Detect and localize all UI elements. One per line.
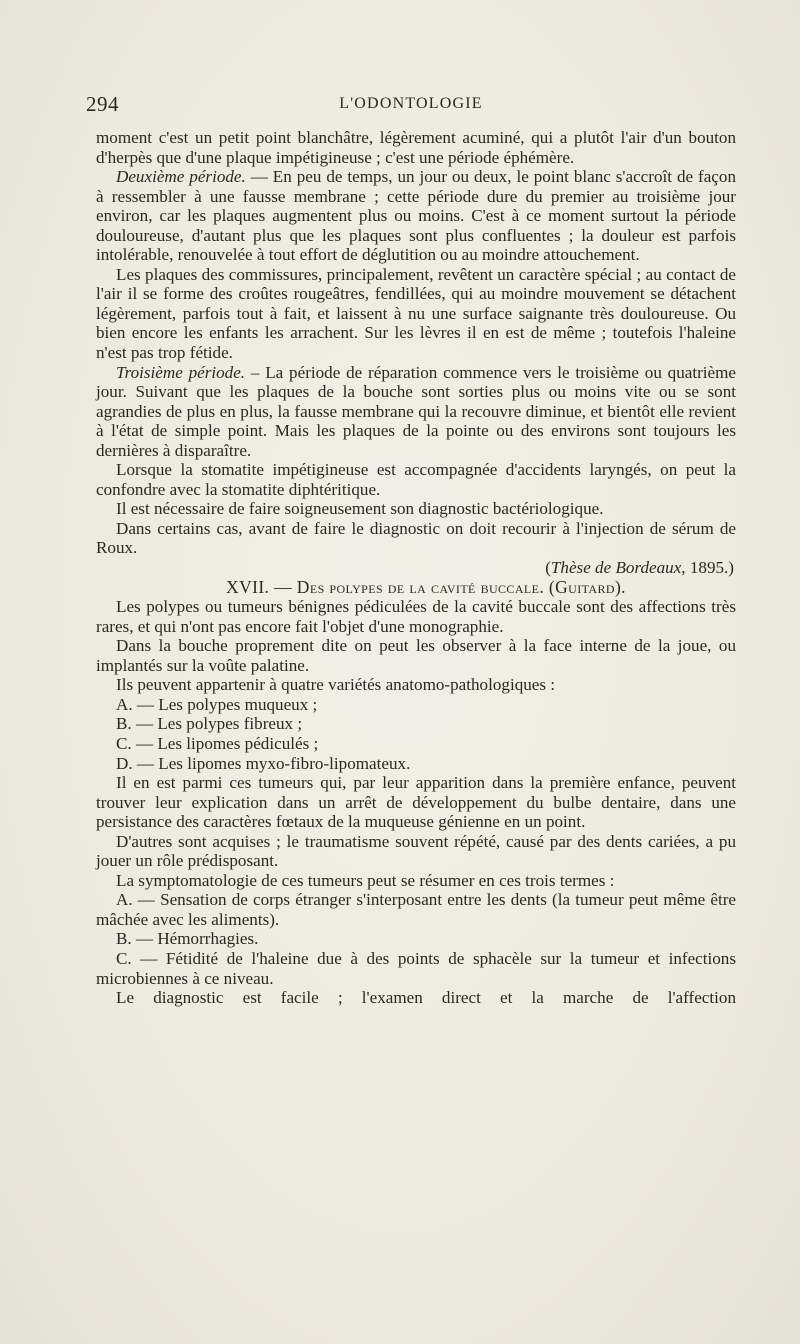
paragraph-text: — En peu de temps, un jour ou deux, le point blanc s'accroît de façon à ressembler à une fausse membrane ; cette période dure du premier au troisième jour environ, car les plaques augmentent plus ou moins. C'est à ce moment surtout la période douloureuse, d'autant plus que les plaques sont plus confluentes ; la douleur est parfois intolérable, renouvelée à tout effort de déglutition ou au moindre attouchement. [96, 167, 736, 265]
paragraph: moment c'est un petit point blanchâtre, légèrement acuminé, qui a plutôt l'air d'un bouton d'herpès que d'une plaque impétigineuse ; c'est une période éphémère. [96, 128, 736, 167]
period-label: Troisième période. [116, 362, 246, 382]
section-heading [96, 578, 736, 598]
citation-source: Thèse de Bordeaux [550, 558, 682, 578]
list-item: C. — Les lipomes pédiculés ; [116, 733, 319, 753]
citation: (Thèse de Bordeaux, 1895.) [545, 558, 734, 578]
list-item: C. — Fétidité de l'haleine due à des points de sphacèle sur la tumeur et infections microbiennes à ce niveau. [96, 948, 736, 988]
paragraph: Il est nécessaire de faire soigneusement son diagnostic bactériologique. [116, 499, 604, 519]
paragraph [96, 363, 736, 461]
paragraph: Les plaques des commissures, principalement, revêtent un caractère spécial ; au contact de l'air il se forme des croûtes rougeâtres, fendillées, qui au moindre mouvement se détachent légèrement, parfois tout à fait, et laissent à nu une surface saignante très douloureuse. Ou bien encore les enfants les arrachent. Sur les lèvres il en est de même ; toutefois l'haleine n'est pas trop fétide. [96, 264, 736, 363]
list-item: D. — Les lipomes myxo-fibro-lipomateux. [116, 753, 411, 773]
page-header [86, 92, 736, 116]
list-item: A. — Les polypes muqueux ; [116, 694, 318, 714]
paragraph-text: – La période de réparation commence vers le troisième ou quatrième jour. Suivant que les plaques de la bouche sont sorties plus ou moins vite ou se sont agrandies de plus en plus, la fausse membrane qui la recouvre diminue, et bientôt elle revient à l'état de simple point. Mais les plaques de la pointe ou des environs sont toujours les dernières à disparaître. [96, 362, 737, 460]
paragraph: Les polypes ou tumeurs bénignes pédiculées de la cavité buccale sont des affections très rares, et qui n'ont pas encore fait l'objet d'une monographie. [96, 597, 736, 636]
running-title: L'ODONTOLOGIE [339, 95, 483, 112]
page-number: 294 [86, 92, 119, 116]
paragraph: Il en est parmi ces tumeurs qui, par leur apparition dans la première enfance, peuvent trouver leur explication dans un arrêt de développement du bulbe dentaire, dans une persistance des caractères fœtaux de la muqueuse génienne en un point. [96, 773, 736, 832]
section-title: Des polypes de la cavité buccale. (Guitard). [296, 576, 626, 597]
paragraph: Dans certains cas, avant de faire le diagnostic on doit recourir à l'injection de sérum de Roux. [96, 518, 736, 558]
paragraph: Le diagnostic est facile ; l'examen direct et la marche de l'affection [116, 988, 736, 1008]
paragraph: Ils peuvent appartenir à quatre variétés anatomo-pathologiques : [116, 675, 556, 695]
list-item: B. — Hémorrhagies. [116, 929, 259, 949]
paragraph: Dans la bouche proprement dite on peut les observer à la face interne de la joue, ou implantés sur la voûte palatine. [96, 636, 736, 675]
paragraph: La symptomatologie de ces tumeurs peut se résumer en ces trois termes : [116, 870, 615, 890]
body-text [96, 128, 736, 1008]
section-number: XVII. — [226, 576, 297, 597]
list-item: A. — Sensation de corps étranger s'interposant entre les dents (la tumeur peut même être mâchée avec les aliments). [96, 890, 736, 929]
paragraph: D'autres sont acquises ; le traumatisme souvent répété, causé par des dents cariées, a pu jouer un rôle prédisposant. [96, 831, 736, 871]
paragraph: Lorsque la stomatite impétigineuse est accompagnée d'accidents laryngés, on peut la confondre avec la stomatite diphtéritique. [96, 460, 736, 499]
period-label: Deuxième période. [116, 167, 246, 187]
paragraph [96, 167, 736, 265]
list-item: B. — Les polypes fibreux ; [116, 714, 303, 734]
citation-year: , 1895.) [681, 558, 734, 578]
